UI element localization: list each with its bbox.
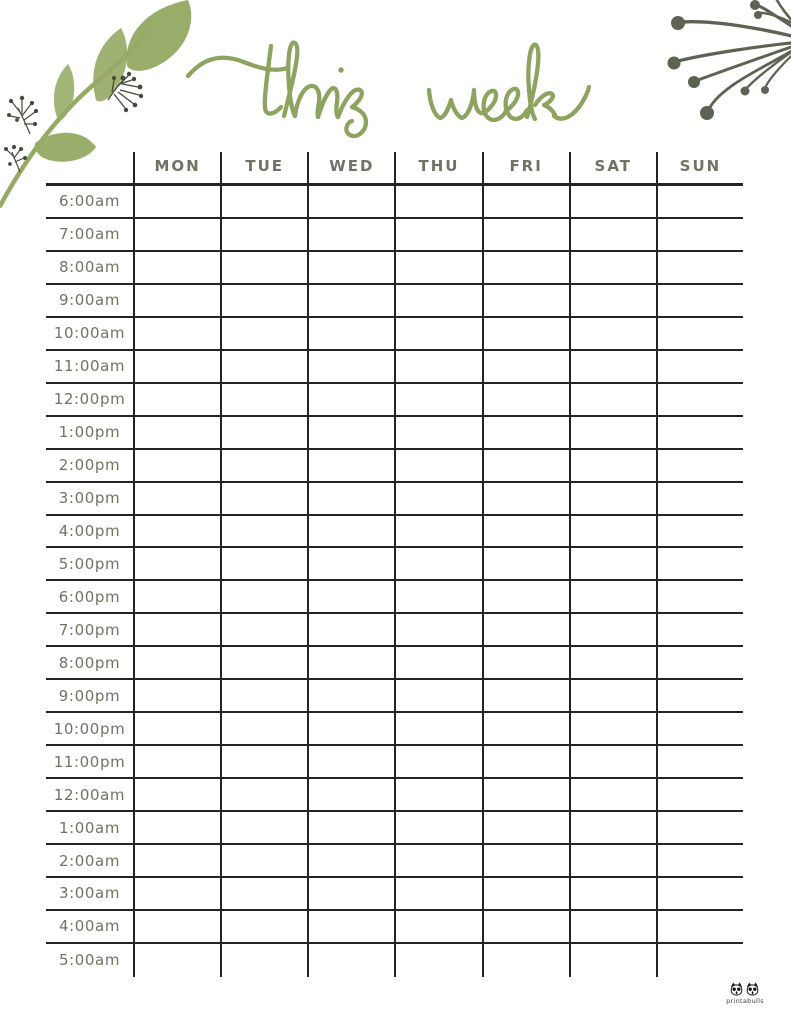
schedule-cell[interactable]: [394, 581, 481, 614]
time-label: 10:00pm: [46, 713, 133, 746]
schedule-cell[interactable]: [569, 845, 656, 878]
schedule-cell[interactable]: [394, 285, 481, 318]
schedule-cell[interactable]: [394, 516, 481, 549]
schedule-cell[interactable]: [133, 812, 220, 845]
time-label: 6:00am: [46, 186, 133, 219]
schedule-cell[interactable]: [394, 318, 481, 351]
schedule-cell[interactable]: [482, 219, 569, 252]
schedule-cell[interactable]: [220, 351, 307, 384]
schedule-cell[interactable]: [394, 450, 481, 483]
schedule-cell[interactable]: [656, 548, 743, 581]
schedule-cell[interactable]: [307, 516, 394, 549]
schedule-cell[interactable]: [569, 944, 656, 977]
schedule-cell[interactable]: [482, 318, 569, 351]
time-label: 11:00pm: [46, 746, 133, 779]
time-label: 6:00pm: [46, 581, 133, 614]
schedule-cell[interactable]: [482, 186, 569, 219]
schedule-cell[interactable]: [569, 548, 656, 581]
schedule-cell[interactable]: [307, 944, 394, 977]
schedule-cell[interactable]: [307, 713, 394, 746]
time-label: 3:00pm: [46, 483, 133, 516]
schedule-cell[interactable]: [133, 483, 220, 516]
schedule-cell[interactable]: [394, 219, 481, 252]
day-header-mon: MON: [133, 152, 220, 186]
schedule-cell[interactable]: [569, 878, 656, 911]
schedule-cell[interactable]: [394, 647, 481, 680]
schedule-cell[interactable]: [656, 318, 743, 351]
schedule-cell[interactable]: [482, 845, 569, 878]
schedule-cell[interactable]: [307, 680, 394, 713]
day-header-sat: SAT: [569, 152, 656, 186]
schedule-cell[interactable]: [656, 680, 743, 713]
time-label: 12:00pm: [46, 384, 133, 417]
schedule-cell[interactable]: [307, 845, 394, 878]
time-label: 2:00pm: [46, 450, 133, 483]
schedule-cell[interactable]: [220, 614, 307, 647]
schedule-cell[interactable]: [482, 614, 569, 647]
time-label: 9:00am: [46, 285, 133, 318]
schedule-cell[interactable]: [482, 779, 569, 812]
schedule-cell[interactable]: [133, 252, 220, 285]
schedule-cell[interactable]: [482, 944, 569, 977]
schedule-cell[interactable]: [394, 186, 481, 219]
time-label: 2:00am: [46, 845, 133, 878]
schedule-cell[interactable]: [394, 713, 481, 746]
schedule-cell[interactable]: [656, 417, 743, 450]
schedule-cell[interactable]: [656, 516, 743, 549]
schedule-cell[interactable]: [569, 219, 656, 252]
schedule-cell[interactable]: [394, 779, 481, 812]
schedule-cell[interactable]: [482, 450, 569, 483]
schedule-cell[interactable]: [133, 351, 220, 384]
schedule-cell[interactable]: [656, 450, 743, 483]
schedule-cell[interactable]: [133, 779, 220, 812]
schedule-cell[interactable]: [307, 548, 394, 581]
schedule-cell[interactable]: [394, 351, 481, 384]
schedule-cell[interactable]: [569, 186, 656, 219]
schedule-cell[interactable]: [656, 746, 743, 779]
schedule-cell[interactable]: [220, 318, 307, 351]
schedule-cell[interactable]: [133, 713, 220, 746]
schedule-cell[interactable]: [656, 878, 743, 911]
schedule-cell[interactable]: [307, 911, 394, 944]
schedule-cell[interactable]: [133, 911, 220, 944]
schedule-cell[interactable]: [133, 186, 220, 219]
schedule-cell[interactable]: [482, 285, 569, 318]
time-label: 10:00am: [46, 318, 133, 351]
schedule-cell[interactable]: [569, 647, 656, 680]
schedule-cell[interactable]: [656, 581, 743, 614]
schedule-cell[interactable]: [394, 680, 481, 713]
day-header-thu: THU: [394, 152, 481, 186]
time-label: 4:00am: [46, 911, 133, 944]
schedule-cell[interactable]: [307, 252, 394, 285]
schedule-cell[interactable]: [656, 483, 743, 516]
schedule-cell[interactable]: [307, 285, 394, 318]
schedule-cell[interactable]: [133, 219, 220, 252]
schedule-cell[interactable]: [220, 186, 307, 219]
schedule-cell[interactable]: [220, 581, 307, 614]
schedule-cell[interactable]: [220, 746, 307, 779]
schedule-cell[interactable]: [307, 812, 394, 845]
corner-cell: [46, 152, 133, 186]
schedule-cell[interactable]: [220, 252, 307, 285]
schedule-cell[interactable]: [569, 417, 656, 450]
schedule-cell[interactable]: [656, 845, 743, 878]
schedule-cell[interactable]: [220, 548, 307, 581]
schedule-cell[interactable]: [569, 483, 656, 516]
schedule-cell[interactable]: [394, 944, 481, 977]
schedule-cell[interactable]: [133, 680, 220, 713]
schedule-cell[interactable]: [482, 483, 569, 516]
schedule-cell[interactable]: [656, 384, 743, 417]
schedule-cell[interactable]: [656, 219, 743, 252]
schedule-cell[interactable]: [220, 911, 307, 944]
schedule-cell[interactable]: [394, 417, 481, 450]
printabulls-logo: [722, 982, 768, 1005]
day-header-wed: WED: [307, 152, 394, 186]
schedule-cell[interactable]: [569, 318, 656, 351]
schedule-cell[interactable]: [394, 384, 481, 417]
day-header-fri: FRI: [482, 152, 569, 186]
schedule-cell[interactable]: [220, 516, 307, 549]
two-bulldogs-icon: [730, 982, 760, 996]
schedule-cell[interactable]: [307, 746, 394, 779]
schedule-cell[interactable]: [482, 911, 569, 944]
schedule-cell[interactable]: [482, 548, 569, 581]
schedule-cell[interactable]: [569, 614, 656, 647]
schedule-cell[interactable]: [482, 417, 569, 450]
schedule-cell[interactable]: [656, 779, 743, 812]
time-label: 3:00am: [46, 878, 133, 911]
schedule-cell[interactable]: [569, 581, 656, 614]
schedule-cell[interactable]: [656, 186, 743, 219]
schedule-cell[interactable]: [133, 614, 220, 647]
schedule-cell[interactable]: [220, 219, 307, 252]
schedule-cell[interactable]: [220, 384, 307, 417]
time-label: 8:00am: [46, 252, 133, 285]
schedule-cell[interactable]: [394, 746, 481, 779]
schedule-cell[interactable]: [133, 746, 220, 779]
schedule-cell[interactable]: [307, 779, 394, 812]
schedule-cell[interactable]: [482, 581, 569, 614]
schedule-cell[interactable]: [133, 318, 220, 351]
schedule-cell[interactable]: [482, 680, 569, 713]
schedule-cell[interactable]: [307, 384, 394, 417]
schedule-cell[interactable]: [482, 746, 569, 779]
schedule-cell[interactable]: [482, 812, 569, 845]
schedule-cell[interactable]: [307, 647, 394, 680]
schedule-cell[interactable]: [569, 252, 656, 285]
schedule-cell[interactable]: [656, 713, 743, 746]
berry-sprig-icon: [108, 76, 139, 108]
schedule-cell[interactable]: [133, 516, 220, 549]
schedule-cell[interactable]: [220, 680, 307, 713]
schedule-cell[interactable]: [656, 285, 743, 318]
schedule-cell[interactable]: [569, 516, 656, 549]
schedule-cell[interactable]: [569, 746, 656, 779]
schedule-cell[interactable]: [133, 548, 220, 581]
schedule-cell[interactable]: [569, 351, 656, 384]
schedule-cell[interactable]: [482, 252, 569, 285]
schedule-cell[interactable]: [133, 647, 220, 680]
schedule-cell[interactable]: [394, 548, 481, 581]
schedule-cell[interactable]: [482, 351, 569, 384]
schedule-cell[interactable]: [133, 944, 220, 977]
schedule-cell[interactable]: [394, 614, 481, 647]
day-header-tue: TUE: [220, 152, 307, 186]
day-header-sun: SUN: [656, 152, 743, 186]
berry-burst-art: [650, 0, 791, 150]
schedule-cell[interactable]: [656, 351, 743, 384]
schedule-cell[interactable]: [133, 845, 220, 878]
schedule-cell[interactable]: [307, 186, 394, 219]
schedule-cell[interactable]: [482, 384, 569, 417]
schedule-cell[interactable]: [220, 647, 307, 680]
schedule-cell[interactable]: [133, 384, 220, 417]
schedule-cell[interactable]: [394, 483, 481, 516]
time-label: 1:00am: [46, 812, 133, 845]
schedule-cell[interactable]: [569, 285, 656, 318]
schedule-cell[interactable]: [220, 845, 307, 878]
schedule-cell[interactable]: [569, 779, 656, 812]
time-label: 7:00am: [46, 219, 133, 252]
schedule-cell[interactable]: [133, 417, 220, 450]
schedule-cell[interactable]: [569, 911, 656, 944]
schedule-cell[interactable]: [133, 878, 220, 911]
schedule-cell[interactable]: [656, 614, 743, 647]
schedule-cell[interactable]: [307, 351, 394, 384]
schedule-cell[interactable]: [482, 516, 569, 549]
schedule-cell[interactable]: [656, 944, 743, 977]
schedule-cell[interactable]: [394, 911, 481, 944]
schedule-cell[interactable]: [307, 318, 394, 351]
logo-brand-text: printabulls: [726, 997, 764, 1005]
time-label: 1:00pm: [46, 417, 133, 450]
schedule-cell[interactable]: [394, 878, 481, 911]
schedule-cell[interactable]: [569, 384, 656, 417]
schedule-cell[interactable]: [656, 252, 743, 285]
schedule-cell[interactable]: [307, 450, 394, 483]
schedule-cell[interactable]: [307, 878, 394, 911]
schedule-cell[interactable]: [133, 581, 220, 614]
time-label: 5:00am: [58, 951, 121, 970]
schedule-cell[interactable]: [307, 417, 394, 450]
schedule-cell[interactable]: [394, 812, 481, 845]
time-label: 9:00pm: [46, 680, 133, 713]
time-label: 11:00am: [46, 351, 133, 384]
schedule-cell[interactable]: [307, 219, 394, 252]
schedule-cell[interactable]: [220, 779, 307, 812]
schedule-cell[interactable]: [133, 450, 220, 483]
schedule-cell[interactable]: [482, 647, 569, 680]
schedule-cell[interactable]: [394, 845, 481, 878]
title-script: [185, 30, 595, 155]
schedule-cell[interactable]: [220, 483, 307, 516]
schedule-cell[interactable]: [569, 680, 656, 713]
schedule-cell[interactable]: [482, 713, 569, 746]
schedule-cell[interactable]: [220, 285, 307, 318]
schedule-cell[interactable]: [394, 252, 481, 285]
schedule-cell[interactable]: [569, 812, 656, 845]
schedule-cell[interactable]: [569, 450, 656, 483]
time-label: 4:00pm: [46, 516, 133, 549]
schedule-cell[interactable]: [307, 614, 394, 647]
schedule-cell[interactable]: [133, 285, 220, 318]
schedule-cell[interactable]: [656, 647, 743, 680]
schedule-cell[interactable]: [220, 417, 307, 450]
schedule-cell[interactable]: [482, 878, 569, 911]
time-label: 7:00pm: [46, 614, 133, 647]
schedule-cell[interactable]: [220, 713, 307, 746]
schedule-cell[interactable]: [220, 944, 307, 977]
schedule-cell[interactable]: [656, 911, 743, 944]
weekly-schedule-table: [46, 152, 743, 977]
time-label: 5:00pm: [46, 548, 133, 581]
schedule-cell[interactable]: [307, 581, 394, 614]
schedule-cell[interactable]: [307, 483, 394, 516]
schedule-cell[interactable]: [220, 878, 307, 911]
schedule-cell[interactable]: [220, 812, 307, 845]
schedule-cell[interactable]: [656, 812, 743, 845]
schedule-cell[interactable]: [220, 450, 307, 483]
time-label: 8:00pm: [46, 647, 133, 680]
time-label: 12:00am: [46, 779, 133, 812]
schedule-cell[interactable]: [569, 713, 656, 746]
